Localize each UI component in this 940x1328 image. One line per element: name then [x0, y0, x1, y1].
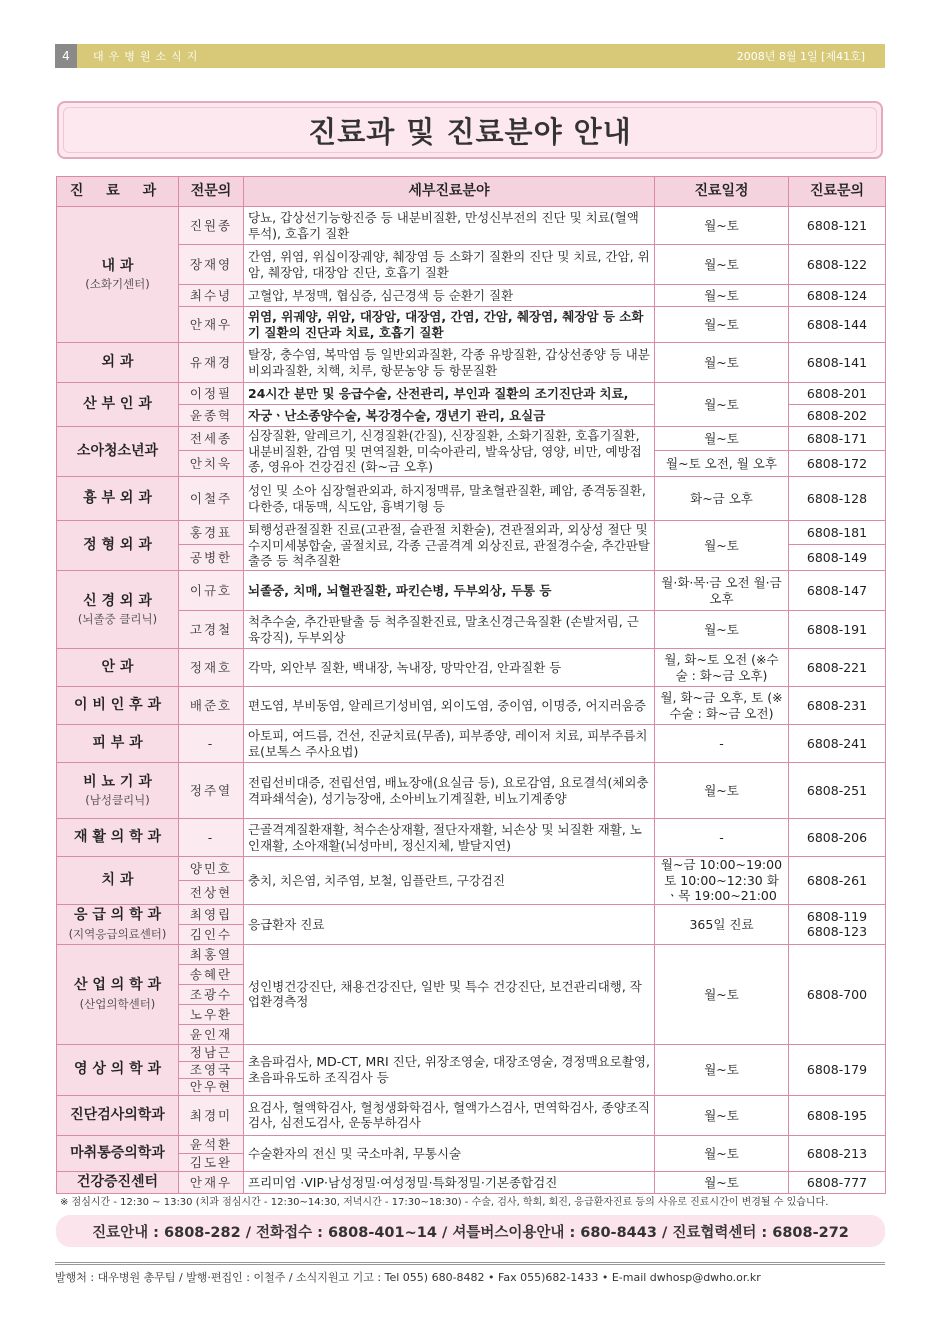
- contact-cell: 6808-171: [789, 427, 886, 451]
- contact-cell: 6808-179: [789, 1044, 886, 1095]
- department-cell: [57, 207, 179, 343]
- schedule-cell: 월~토: [655, 383, 789, 427]
- table-row: [57, 285, 886, 307]
- column-header-contact: 진료문의: [789, 177, 886, 207]
- column-header-doctor: 전문의: [179, 177, 244, 207]
- department-cell: [57, 819, 179, 857]
- contact-cell: 6808-141: [789, 343, 886, 383]
- department-cell: [57, 1095, 179, 1135]
- department-subtitle: (남성클리닉): [85, 793, 150, 808]
- contact-cell: 6808-181: [789, 521, 886, 545]
- contact-cell: 6808-206: [789, 819, 886, 857]
- department-cell: [57, 763, 179, 819]
- department-name: 비 뇨 기 과: [83, 773, 152, 790]
- field-cell: 응급환자 진료: [244, 904, 655, 944]
- schedule-cell: 월~토: [655, 207, 789, 245]
- table-row: [57, 1135, 886, 1153]
- department-cell: [57, 649, 179, 687]
- table-row: [57, 725, 886, 763]
- field-cell: 성인병건강진단, 채용건강진단, 일반 및 특수 건강진단, 보건관리대행, 작업환경측정: [244, 944, 655, 1044]
- field-cell: 수술환자의 전신 및 국소마취, 무통시술: [244, 1135, 655, 1171]
- doctor-cell: 송혜란: [179, 964, 244, 984]
- contact-cell: 6808-149: [789, 545, 886, 571]
- doctor-cell: 이규호: [179, 571, 244, 611]
- doctor-cell: 최경미: [179, 1095, 244, 1135]
- column-header-schedule: 진료일정: [655, 177, 789, 207]
- doctor-cell: 전세종: [179, 427, 244, 451]
- doctor-cell: 유재경: [179, 343, 244, 383]
- department-name: 안 과: [101, 658, 134, 675]
- schedule-cell: 월~토: [655, 763, 789, 819]
- doctor-cell: 정주열: [179, 763, 244, 819]
- department-name: 산 부 인 과: [83, 395, 152, 412]
- schedule-cell: 월~토: [655, 521, 789, 571]
- department-cell: [57, 944, 179, 1044]
- contact-cell: 6808-144: [789, 307, 886, 343]
- contact-cell: 6808-147: [789, 571, 886, 611]
- doctor-cell: 윤인재: [179, 1024, 244, 1044]
- department-cell: [57, 427, 179, 477]
- field-cell: 탈장, 충수염, 복막염 등 일반외과질환, 각종 유방질환, 갑상선종양 등 내분비외과질환, 치핵, 치루, 항문농양 등 항문질환: [244, 343, 655, 383]
- schedule-cell: 월~토: [655, 1095, 789, 1135]
- table-row: [57, 1044, 886, 1061]
- doctor-cell: 조광수: [179, 984, 244, 1004]
- table-row: [57, 687, 886, 725]
- schedule-cell: 월~토: [655, 285, 789, 307]
- schedule-cell: 월~토 오전, 월 오후: [655, 451, 789, 477]
- table-row: [57, 427, 886, 451]
- department-name: 피 부 과: [92, 734, 143, 751]
- field-cell: 자궁ㆍ난소종양수술, 복강경수술, 갱년기 관리, 요실금: [244, 405, 655, 427]
- field-cell: 근골격계질환재활, 척수손상재활, 절단자재활, 뇌손상 및 뇌질환 재활, 노인재활, 소아재활(뇌성마비, 정신지체, 발달지연): [244, 819, 655, 857]
- department-name: 이 비 인 후 과: [73, 696, 162, 713]
- table-row: [57, 571, 886, 611]
- colophon: 발행처 : 대우병원 총무팀 / 발행·편집인 : 이철주 / 소식지원고 기고 : Tel 055) 680-8482 • Fax 055)682-1433 • E-mail dwhosp@dwho.or.kr: [55, 1262, 885, 1285]
- doctor-cell: 김인수: [179, 924, 244, 944]
- schedule-cell: 월~토: [655, 611, 789, 649]
- table-row: [57, 1171, 886, 1193]
- contact-cell: 6808-128: [789, 477, 886, 521]
- contact-cell: 6808-119 6808-123: [789, 904, 886, 944]
- contact-cell: 6808-251: [789, 763, 886, 819]
- schedule-cell: 월·화·목·금 오전 월·금 오후: [655, 571, 789, 611]
- table-row: [57, 383, 886, 405]
- table-row: [57, 207, 886, 245]
- department-name: 흉 부 외 과: [83, 489, 152, 506]
- department-schedule-table: [56, 176, 886, 1194]
- doctor-cell: 정남근: [179, 1044, 244, 1061]
- doctor-cell: 홍경표: [179, 521, 244, 545]
- department-name: 마취통증의학과: [70, 1144, 165, 1161]
- doctor-cell: 안재우: [179, 1171, 244, 1193]
- contact-cell: 6808-201: [789, 383, 886, 405]
- table-row: [57, 307, 886, 343]
- doctor-cell: 윤종혁: [179, 405, 244, 427]
- contact-cell: 6808-121: [789, 207, 886, 245]
- field-cell: 간염, 위염, 위십이장궤양, 췌장염 등 소화기 질환의 진단 및 치료, 간암, 위암, 췌장암, 대장암 진단, 호흡기 질환: [244, 245, 655, 285]
- department-name: 외 과: [101, 353, 134, 370]
- department-cell: [57, 857, 179, 905]
- table-row: [57, 1095, 886, 1135]
- department-cell: [57, 1171, 179, 1193]
- field-cell: 요검사, 혈액학검사, 혈청생화학검사, 혈액가스검사, 면역학검사, 종양조직검사, 심전도검사, 운동부하검사: [244, 1095, 655, 1135]
- field-cell: 심장질환, 알레르기, 신경질환(간질), 신장질환, 소화기질환, 호흡기질환, 내분비질환, 감염 및 면역질환, 미숙아관리, 발육상담, 영양, 비만, 예방접종, 영유아 건강검진 (화~금 오후): [244, 427, 655, 477]
- schedule-cell: 월, 화~금 오후, 토 (※수술 : 화~금 오전): [655, 687, 789, 725]
- page-header-bar: [55, 44, 885, 68]
- contact-cell: 6808-122: [789, 245, 886, 285]
- field-cell: 초음파검사, MD-CT, MRI 진단, 위장조영술, 대장조영술, 경정맥요로촬영, 초음파유도하 조직검사 등: [244, 1044, 655, 1095]
- table-row: [57, 819, 886, 857]
- doctor-cell: 고경철: [179, 611, 244, 649]
- department-subtitle: (지역응급의료센터): [68, 926, 167, 941]
- doctor-cell: 최홍열: [179, 944, 244, 964]
- department-name: 정 형 외 과: [83, 536, 152, 553]
- department-name: 재 활 의 학 과: [73, 828, 162, 845]
- department-name: 건강증진센터: [76, 1173, 159, 1190]
- contact-cell: 6808-261: [789, 857, 886, 905]
- schedule-cell: 월~토: [655, 944, 789, 1044]
- department-cell: [57, 904, 179, 944]
- field-cell: 편도염, 부비동염, 알레르기성비염, 외이도염, 중이염, 이명증, 어지러움증: [244, 687, 655, 725]
- schedule-cell: 월~토: [655, 245, 789, 285]
- doctor-cell: 안재우: [179, 307, 244, 343]
- doctor-cell: 전상현: [179, 880, 244, 904]
- department-name: 영 상 의 학 과: [73, 1061, 162, 1078]
- contact-cell: 6808-221: [789, 649, 886, 687]
- schedule-cell: 월~금 10:00~19:00 토 10:00~12:30 화ㆍ목 19:00~21:00: [655, 857, 789, 905]
- department-name: 소아청소년과: [76, 442, 159, 459]
- title-box: [57, 101, 883, 159]
- footnote: ※ 점심시간 - 12:30 ~ 13:30 (치과 점심시간 - 12:30~14:30, 저녁시간 - 17:30~18:30) - 수술, 검사, 학회, 회진, 응급환자진료 등의 사유로 진료시간이 변경될 수 있습니다.: [60, 1197, 829, 1208]
- field-cell: 척추수술, 추간판탈출 등 척추질환진료, 말초신경근육질환 (손발저림, 근육강직), 두부외상: [244, 611, 655, 649]
- column-header-field: 세부진료분야: [244, 177, 655, 207]
- contact-cell: 6808-172: [789, 451, 886, 477]
- department-subtitle: (산업의학센터): [79, 996, 156, 1011]
- schedule-cell: -: [655, 819, 789, 857]
- contact-info-bar: 진료안내 : 6808-282 / 전화접수 : 6808-401~14 / 셔틀버스이용안내 : 680-8443 / 진료협력센터 : 6808-272: [56, 1215, 885, 1247]
- schedule-cell: 월~토: [655, 1171, 789, 1193]
- schedule-cell: 월, 화~토 오전 (※수술 : 화~금 오후): [655, 649, 789, 687]
- department-cell: [57, 571, 179, 649]
- doctor-cell: 정재호: [179, 649, 244, 687]
- doctor-cell: 김도완: [179, 1153, 244, 1171]
- schedule-cell: 365일 진료: [655, 904, 789, 944]
- doctor-cell: 조영국: [179, 1061, 244, 1078]
- schedule-cell: 월~토: [655, 307, 789, 343]
- field-cell: 전립선비대증, 전립선염, 배뇨장애(요실금 등), 요로감염, 요로결석(체외충격파쇄석술), 성기능장애, 소아비뇨기계질환, 비뇨기계종양: [244, 763, 655, 819]
- doctor-cell: 장재영: [179, 245, 244, 285]
- field-cell: 성인 및 소아 심장혈관외과, 하지정맥류, 말초혈관질환, 폐암, 종격동질환, 다한증, 대동맥, 식도암, 흉벽기형 등: [244, 477, 655, 521]
- doctor-cell: 노우환: [179, 1004, 244, 1024]
- doctor-cell: -: [179, 819, 244, 857]
- table-row: [57, 904, 886, 924]
- doctor-cell: 이철주: [179, 477, 244, 521]
- field-cell: 프리미엄 ·VIP·남성정밀·여성정밀·특화정밀·기본종합검진: [244, 1171, 655, 1193]
- department-cell: [57, 1135, 179, 1171]
- doctor-cell: 양민호: [179, 857, 244, 881]
- doctor-cell: 이정필: [179, 383, 244, 405]
- department-cell: [57, 477, 179, 521]
- contact-cell: 6808-241: [789, 725, 886, 763]
- contact-cell: 6808-700: [789, 944, 886, 1044]
- department-subtitle: (뇌졸중 클리닉): [77, 612, 158, 627]
- field-cell: 각막, 외안부 질환, 백내장, 녹내장, 망막안검, 안과질환 등: [244, 649, 655, 687]
- table-row: [57, 649, 886, 687]
- field-cell: 아토피, 여드름, 건선, 진균치료(무좀), 피부종양, 레이저 치료, 피부주름치료(보톡스 주사요법): [244, 725, 655, 763]
- contact-cell: 6808-231: [789, 687, 886, 725]
- schedule-cell: 화~금 오후: [655, 477, 789, 521]
- doctor-cell: 최수녕: [179, 285, 244, 307]
- department-name: 진단검사의학과: [70, 1106, 165, 1123]
- field-cell: 위염, 위궤양, 위암, 대장암, 대장염, 간염, 간암, 췌장염, 췌장암 등 소화기 질환의 진단과 치료, 호흡기 질환: [244, 307, 655, 343]
- department-name: 응 급 의 학 과: [73, 907, 162, 924]
- page-title: 진료과 및 진료분야 안내: [308, 114, 632, 149]
- department-cell: [57, 687, 179, 725]
- contact-cell: 6808-202: [789, 405, 886, 427]
- schedule-cell: 월~토: [655, 427, 789, 451]
- doctor-cell: 안치욱: [179, 451, 244, 477]
- contact-cell: 6808-191: [789, 611, 886, 649]
- table-header-row: [57, 177, 886, 207]
- doctor-cell: 안우현: [179, 1078, 244, 1095]
- schedule-cell: -: [655, 725, 789, 763]
- doctor-cell: -: [179, 725, 244, 763]
- table-row: [57, 245, 886, 285]
- table-row: [57, 944, 886, 964]
- field-cell: 충치, 치은염, 치주염, 보철, 임플란트, 구강검진: [244, 857, 655, 905]
- table-row: [57, 611, 886, 649]
- table-row: [57, 343, 886, 383]
- doctor-cell: 공병한: [179, 545, 244, 571]
- department-name: 산 업 의 학 과: [73, 977, 162, 994]
- contact-cell: 6808-124: [789, 285, 886, 307]
- table-row: [57, 521, 886, 545]
- department-name: 내 과: [101, 257, 134, 274]
- page-number: 4: [55, 44, 77, 68]
- schedule-cell: 월~토: [655, 1044, 789, 1095]
- doctor-cell: 진원종: [179, 207, 244, 245]
- department-subtitle: (소화기센터): [85, 277, 150, 292]
- doctor-cell: 최영립: [179, 904, 244, 924]
- table-body: [57, 207, 886, 1194]
- contact-cell: 6808-777: [789, 1171, 886, 1193]
- schedule-cell: 월~토: [655, 1135, 789, 1171]
- department-name: 신 경 외 과: [83, 592, 152, 609]
- contact-cell: 6808-213: [789, 1135, 886, 1171]
- doctor-cell: 배준호: [179, 687, 244, 725]
- field-cell: 퇴행성관절질환 진료(고관절, 슬관절 치환술), 견관절외과, 외상성 절단 및 수지미세봉합술, 골절치료, 각종 근골격계 외상진료, 관절경수술, 추간판탈출증 등 척추질환: [244, 521, 655, 571]
- field-cell: 고혈압, 부정맥, 협심증, 심근경색 등 순환기 질환: [244, 285, 655, 307]
- column-header-department: 진 료 과: [57, 177, 179, 207]
- table-row: [57, 477, 886, 521]
- field-cell: 24시간 분만 및 응급수술, 산전관리, 부인과 질환의 조기진단과 치료,: [244, 383, 655, 405]
- doctor-cell: 윤석환: [179, 1135, 244, 1153]
- department-cell: [57, 521, 179, 571]
- department-cell: [57, 343, 179, 383]
- department-cell: [57, 383, 179, 427]
- schedule-cell: 월~토: [655, 343, 789, 383]
- issue-date: 2008년 8월 1일 [제41호]: [736, 50, 865, 63]
- field-cell: 뇌졸중, 치매, 뇌혈관질환, 파킨슨병, 두부외상, 두통 등: [244, 571, 655, 611]
- publication-name: 대우병원소식지: [93, 50, 203, 63]
- contact-cell: 6808-195: [789, 1095, 886, 1135]
- department-name: 치 과: [101, 871, 134, 888]
- table-row: [57, 857, 886, 881]
- field-cell: 당뇨, 갑상선기능항진증 등 내분비질환, 만성신부전의 진단 및 치료(혈액투석), 호흡기 질환: [244, 207, 655, 245]
- department-cell: [57, 725, 179, 763]
- department-cell: [57, 1044, 179, 1095]
- table-row: [57, 763, 886, 819]
